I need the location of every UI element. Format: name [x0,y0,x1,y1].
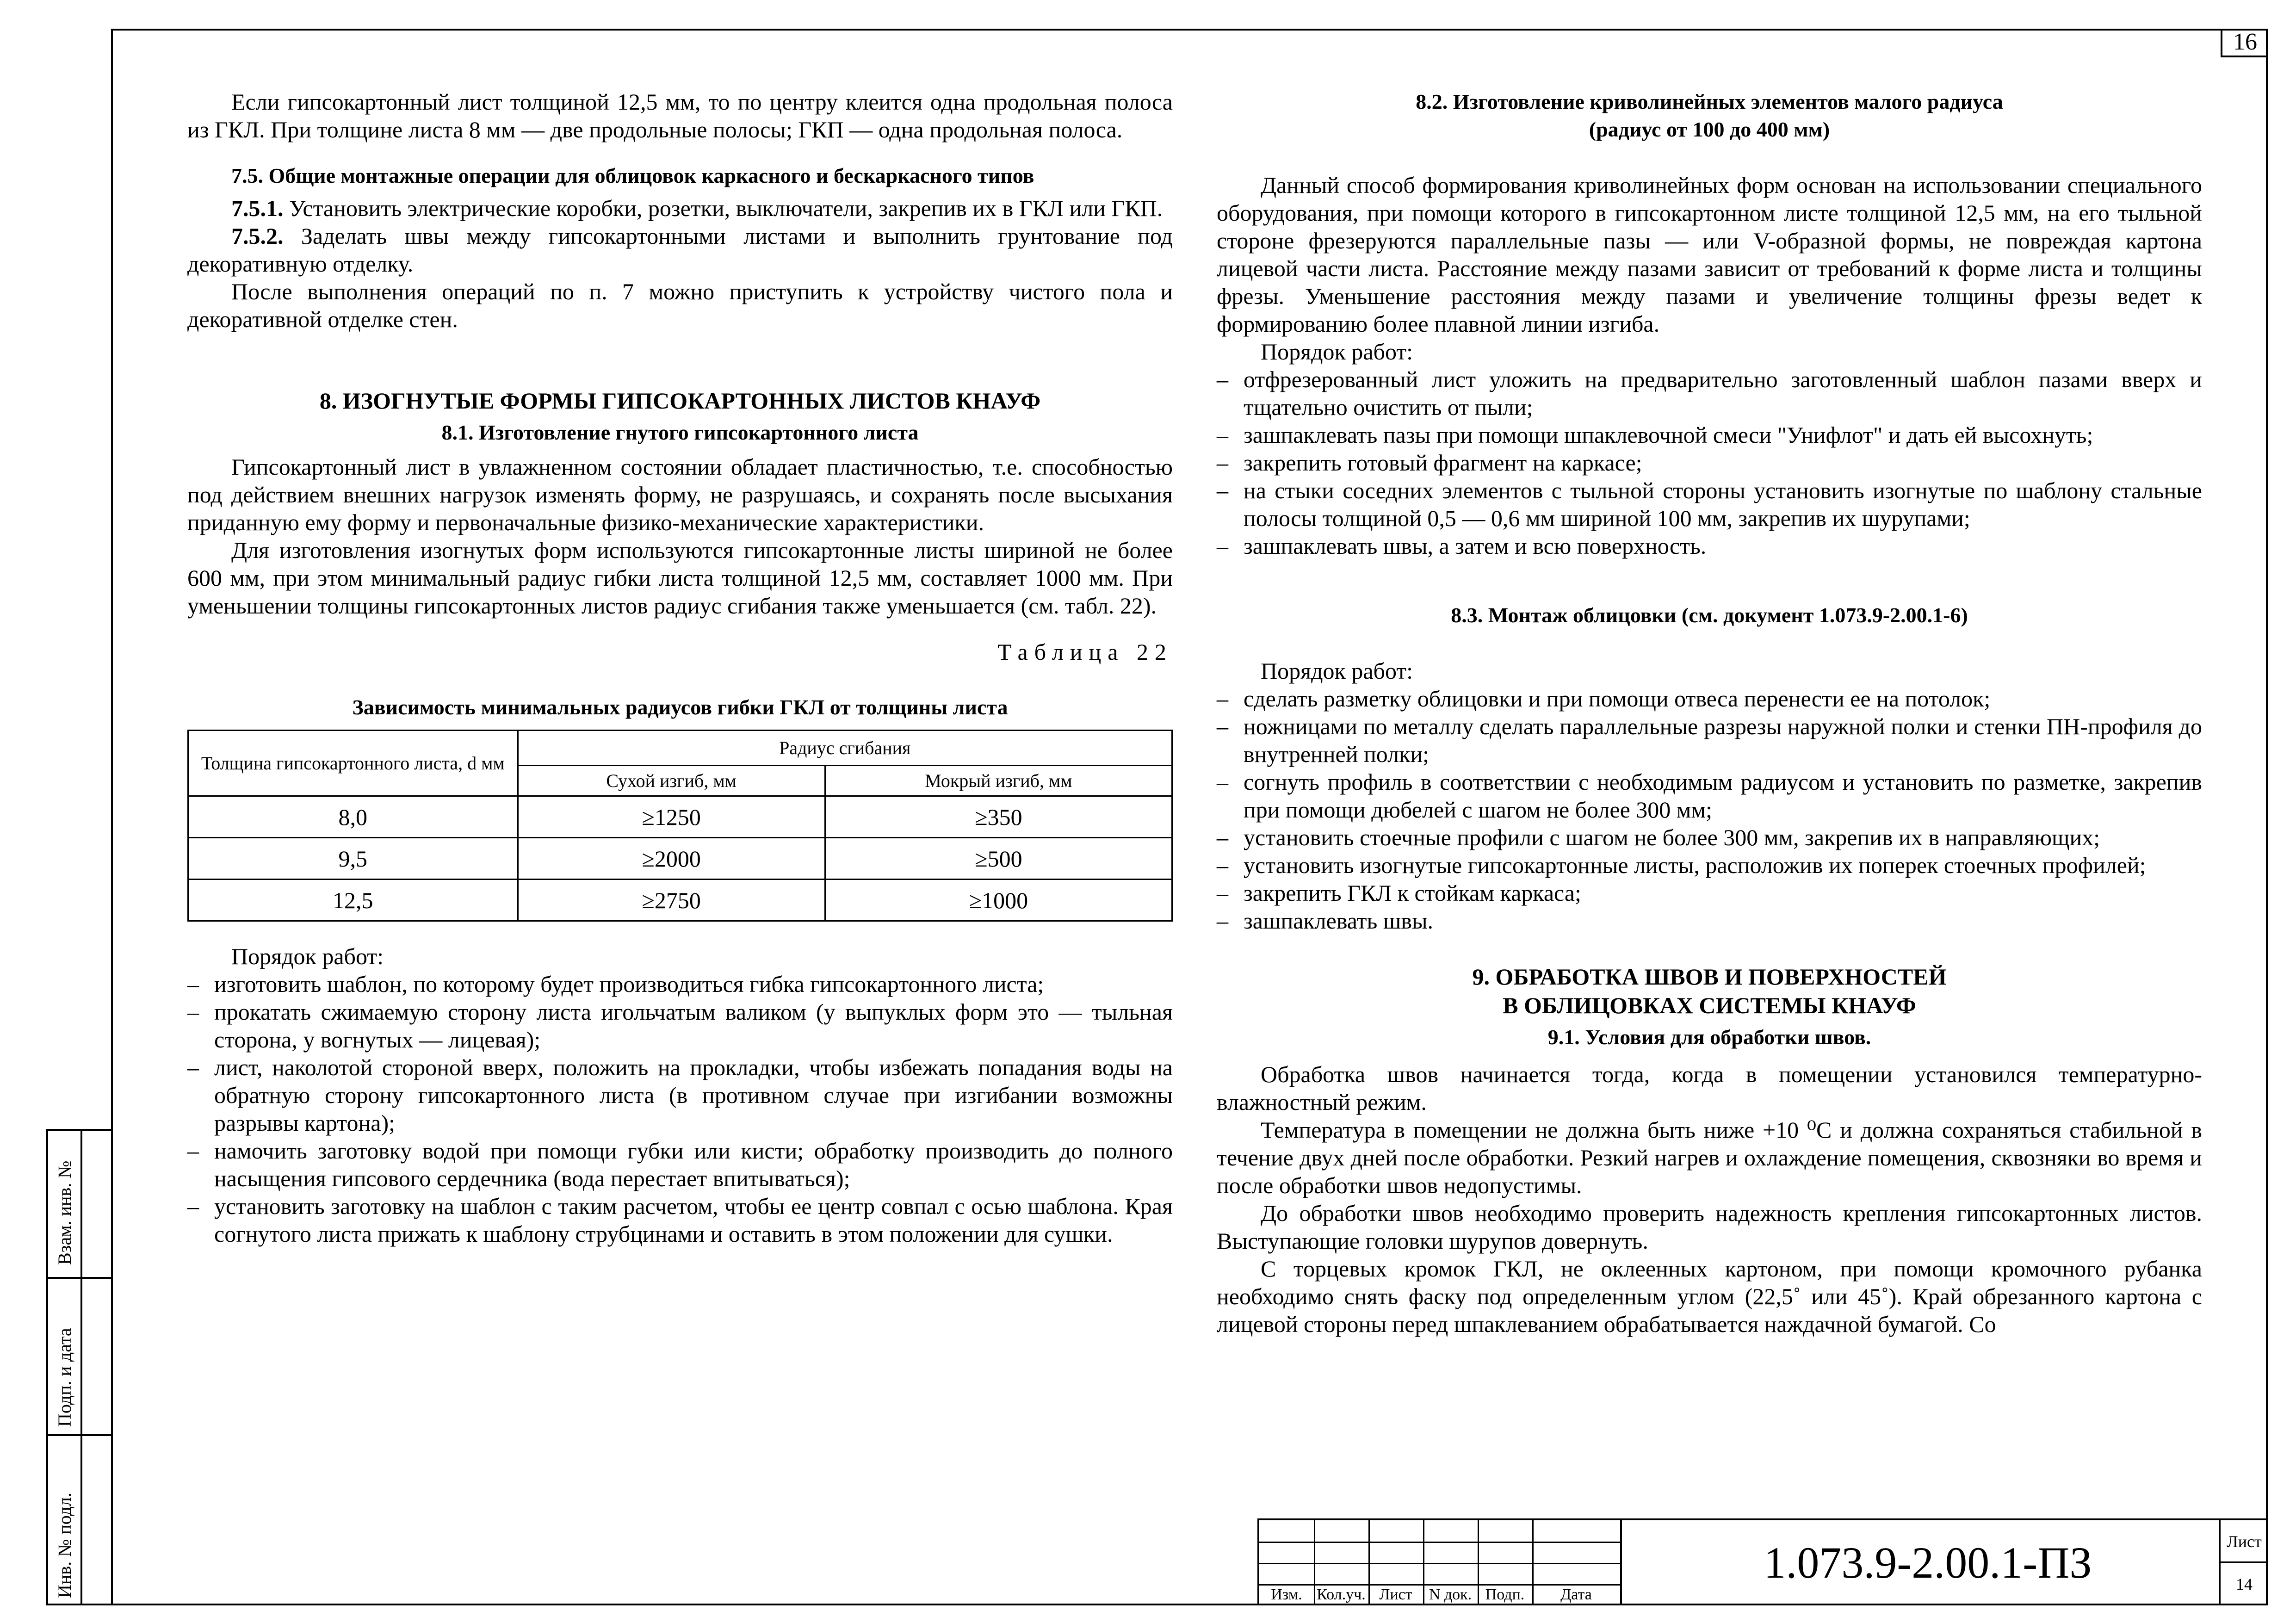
section-8-1-title: 8.1. Изготовление гнутого гипсокартонного листа [441,421,919,444]
list-item: – зашпаклевать швы, а затем и всю поверхность. [1217,532,2202,560]
section-8-1-p1: Гипсокартонный лист в увлажненном состоянии обладает пластичностью, т.е. способностью под действием внешних нагрузок изменять форму, не разрушаясь, и сохранять после высыхания приданную ему форму и первоначальные физико-механические характеристики. [187,454,1173,535]
cell-dry: ≥1250 [518,796,825,838]
sheet-label: Лист [2221,1520,2268,1563]
label-n-dok: N док. [1429,1586,1472,1603]
table-22 [187,730,1173,922]
list-item: – установить заготовку на шаблон с таким расчетом, чтобы ее центр совпал с осью шаблона. Края согнутого листа прижать к шаблону струбцинами и оставить в этом положении для сушки. [187,1192,1173,1248]
section-9-1-p4: С торцевых кромок ГКЛ, не оклеенных картоном, при помощи кромочного рубанка необходимо снять фаску под определенным углом (22,5˚ или 45˚). Край обрезанного картона с лицевой стороны перед шпаклеванием обрабатывается наждачной бумагой. Со [1217,1256,2202,1337]
table-header-radius: Радиус сгибания [518,731,1172,766]
table-row [188,838,1172,880]
list-item: – сделать разметку облицовки и при помощи отвеса перенести ее на потолок; [1217,685,2202,712]
order-list [1217,365,2202,560]
table-title: Зависимость минимальных радиусов гибки ГКЛ от толщины листа [352,695,1008,719]
list-item: – прокатать сжимаемую сторону листа игольчатым валиком (у выпуклых форм это — тыльная сторона, у вогнутых — лицевая); [187,998,1173,1053]
table-row [188,880,1172,921]
table-header-thickness: Толщина гипсокартонного листа, d мм [188,731,518,796]
sheet-box [2219,1520,2268,1605]
list-item: – зашпаклевать швы. [1217,907,2202,935]
right-column [1217,88,2202,1338]
list-item: – намочить заготовку водой при помощи губки или кисти; обработку производить до полного насыщения гипсового сердечника (вода перестает впитываться); [187,1137,1173,1192]
table-caption: Таблица 22 [997,639,1173,665]
section-8-2-title-line1: 8.2. Изготовление криволинейных элементов малого радиуса [1416,90,2003,113]
section-8-2-title-line2: (радиус от 100 до 400 мм) [1589,118,1830,141]
list-item: – лист, наколотой стороной вверх, положить на прокладки, чтобы избежать попадания воды на обратную сторону гипсокартонного листа (в противном случае при изгибании возможны разрывы картона); [187,1053,1173,1137]
after-7-paragraph: После выполнения операций по п. 7 можно приступить к устройству чистого пола и декоративной отделке стен. [187,279,1173,332]
section-9-1-p1: Обработка швов начинается тогда, когда в помещении установился температурно-влажностный режим. [1217,1061,2202,1115]
list-item: – согнуть профиль в соответствии с необходимым радиусом и установить по разметке, закрепив при помощи дюбелей с шагом не более 300 мм; [1217,768,2202,824]
order-label: Порядок работ: [1261,339,1413,365]
order-list [1217,685,2202,935]
section-8-1-p2: Для изготовления изогнутых форм используются гипсокартонные листы шириной не более 600 мм, при этом минимальный радиус гибки листа толщиной 12,5 мм, составляет 1000 мм. При уменьшении толщины гипсокартонных листов радиус сгибания также уменьшается (см. табл. 22). [187,537,1173,619]
section-8-title: 8. ИЗОГНУТЫЕ ФОРМЫ ГИПСОКАРТОННЫХ ЛИСТОВ КНАУФ [319,388,1041,414]
cell-wet: ≥500 [825,838,1172,880]
list-item: – на стыки соседних элементов с тыльной стороны установить изогнутые по шаблону стальные полосы толщиной 0,5 — 0,6 мм шириной 100 мм, закрепив их шурупами; [1217,477,2202,532]
list-item: – ножницами по металлу сделать параллельные разрезы наружной полки и стенки ПН-профиля до внутренней полки; [1217,712,2202,768]
section-9-title-line1: 9. ОБРАБОТКА ШВОВ И ПОВЕРХНОСТЕЙ [1472,964,1947,990]
title-block [1257,1518,2268,1605]
side-stamp [46,1129,111,1605]
table-row [188,796,1172,838]
sheet-value: 14 [2236,1575,2253,1593]
intro-paragraph: Если гипсокартонный лист толщиной 12,5 мм, то по центру клеится одна продольная полоса из ГКЛ. При толщине листа 8 мм — две продольные полосы; ГКП — одна продольная полоса. [187,89,1173,142]
stamp-inv-orig: Инв. № подл. [54,1493,75,1598]
list-item: – установить стоечные профили с шагом не более 300 мм, закрепив их в направляющих; [1217,824,2202,851]
section-9-title-line2: В ОБЛИЦОВКАХ СИСТЕМЫ КНАУФ [1503,992,1916,1018]
item-7-5-2: 7.5.2. Заделать швы между гипсокартонными листами и выполнить грунтование под декоративную отделку. [187,223,1173,277]
stamp-vzam-inv: Взам. инв. № [54,1160,75,1265]
item-7-5-1: 7.5.1. Установить электрические коробки, розетки, выключатели, закрепив их в ГКЛ или ГКП. [231,195,1163,221]
section-9-1-p3: До обработки швов необходимо проверить надежность крепления гипсокартонных листов. Выступающие головки шурупов довернуть. [1217,1200,2202,1254]
table-header-wet: Мокрый изгиб, мм [825,766,1172,796]
list-item: – отфрезерованный лист уложить на предварительно заготовленный шаблон пазами вверх и тщательно очистить от пыли; [1217,365,2202,421]
document-code: 1.073.9-2.00.1-ПЗ [1620,1520,2234,1605]
cell-wet: ≥350 [825,796,1172,838]
cell-thickness: 8,0 [188,796,518,838]
cell-dry: ≥2750 [518,880,825,921]
order-label: Порядок работ: [231,943,384,969]
label-data: Дата [1560,1586,1592,1603]
section-9-1-title: 9.1. Условия для обработки швов. [1547,1025,1871,1049]
left-column [187,88,1173,1248]
order-list [187,970,1173,1248]
list-item: – зашпаклевать пазы при помощи шпаклевочной смеси "Унифлот" и дать ей высохнуть; [1217,421,2202,449]
label-podp: Подп. [1485,1586,1525,1603]
section-8-3-title: 8.3. Монтаж облицовки (см. документ 1.073.9-2.00.1-6) [1451,603,1968,627]
label-kol-uch: Кол.уч. [1317,1586,1366,1603]
cell-wet: ≥1000 [825,880,1172,921]
cell-thickness: 9,5 [188,838,518,880]
section-9-1-p2: Температура в помещении не должна быть ниже +10 ⁰С и должна сохраняться стабильной в течение двух дней после обработки. Резкий нагрев и охлаждение помещения, сквозняки во время и после обработки швов недопустимы. [1217,1117,2202,1198]
order-label: Порядок работ: [1261,658,1413,684]
cell-dry: ≥2000 [518,838,825,880]
list-item: – изготовить шаблон, по которому будет производиться гибка гипсокартонного листа; [187,970,1173,998]
label-list: Лист [1379,1586,1412,1603]
cell-thickness: 12,5 [188,880,518,921]
section-7-5-title: 7.5. Общие монтажные операции для облицовок каркасного и бескаркасного типов [231,164,1034,187]
revision-grid [1259,1520,1620,1605]
label-izm: Изм. [1271,1586,1302,1603]
list-item: – установить изогнутые гипсокартонные листы, расположив их поперек стоечных профилей; [1217,851,2202,879]
stamp-sign-date: Подп. и дата [54,1328,75,1427]
list-item: – закрепить ГКЛ к стойкам каркаса; [1217,879,2202,907]
list-item: – закрепить готовый фрагмент на каркасе; [1217,449,2202,477]
page-number: 16 [2221,29,2268,57]
section-8-2-p1: Данный способ формирования криволинейных форм основан на использовании специального оборудования, при помощи которого в гипсокартонном листе толщиной 12,5 мм, на его тыльной стороне фрезеруются параллельные пазы — или V-образной формы, не повреждая картона лицевой части листа. Расстояние между пазами зависит от требований к форме листа и толщины фрезы. Уменьшение расстояния между пазами и увеличение толщины фрезы ведет к формированию более плавной линии изгиба. [1217,172,2202,337]
table-header-dry: Сухой изгиб, мм [518,766,825,796]
